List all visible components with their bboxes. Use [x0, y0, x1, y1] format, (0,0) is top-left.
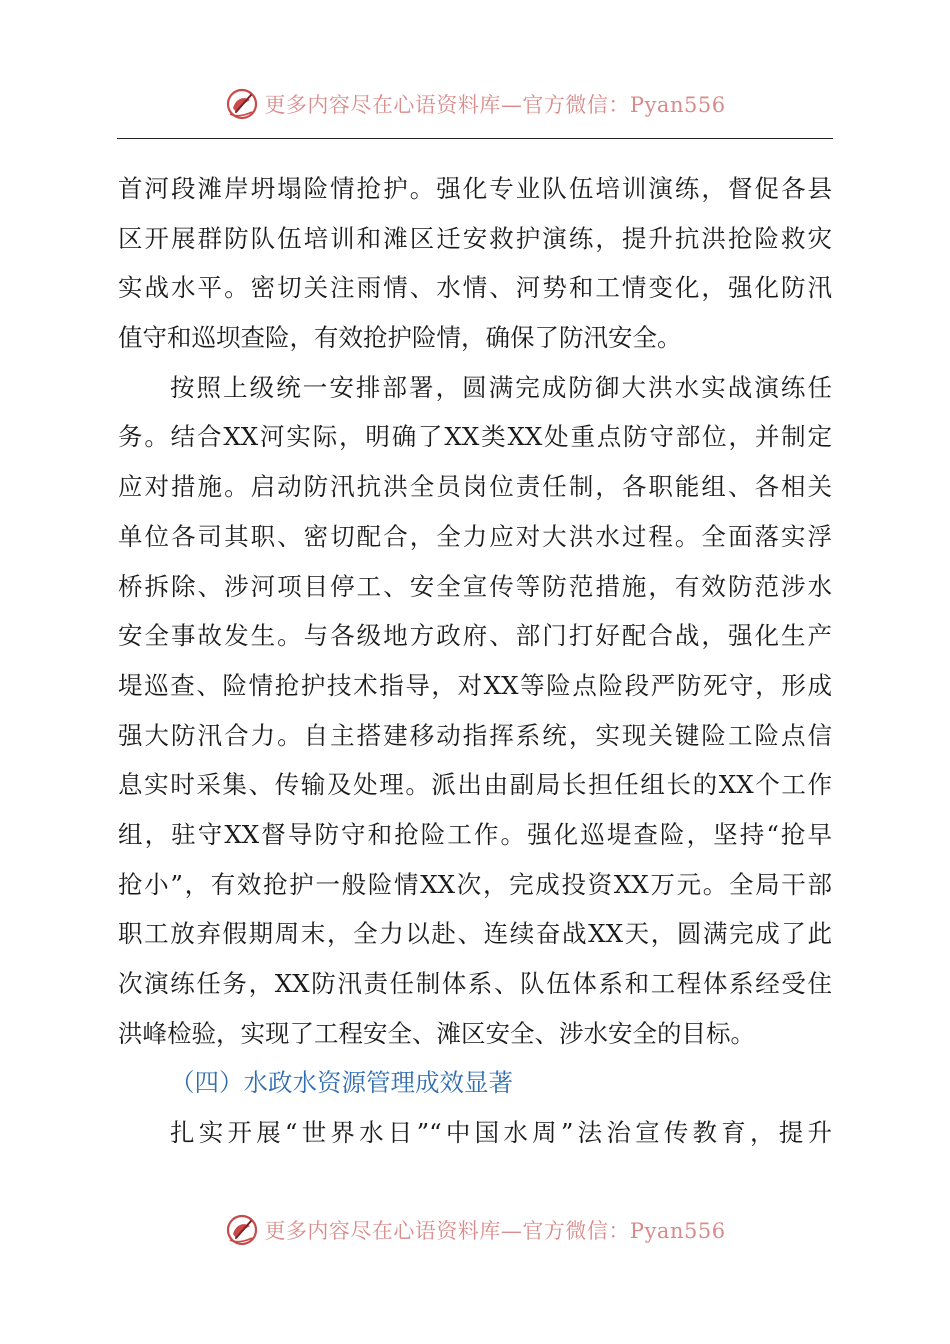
- text-line: 组，驻守XX督导防守和抢险工作。强化巡堤查险，坚持“抢早: [118, 819, 832, 849]
- text-line: 职工放弃假期周末，全力以赴、连续奋战XX天，圆满完成了此: [118, 919, 832, 949]
- footer-banner-text: 更多内容尽在心语资料库—官方微信：Pyan556: [264, 1219, 726, 1243]
- text-line: 息实时采集、传输及处理。派出由副局长担任组长的XX个工作: [118, 770, 832, 800]
- paragraph-2: [118, 363, 832, 1059]
- header-banner: [0, 82, 950, 126]
- text-line: 扎实开展“世界水日”“中国水周”法治宣传教育，提升: [170, 1118, 832, 1148]
- text-line: 首河段滩岸坍塌险情抢护。强化专业队伍培训演练，督促各县: [118, 174, 832, 203]
- text-line: 安全事故发生。与各级地方政府、部门打好配合战，强化生产: [118, 621, 832, 651]
- text-line: 实战水平。密切关注雨情、水情、河势和工情变化，强化防汛: [118, 273, 832, 303]
- text-line: 次演练任务，XX防汛责任制体系、队伍体系和工程体系经受住: [118, 969, 832, 998]
- text-line: 按照上级统一安排部署，圆满完成防御大洪水实战演练任: [170, 372, 832, 402]
- text-line: 务。结合XX河实际，明确了XX类XX处重点防守部位，并制定: [118, 422, 832, 452]
- pen-swirl-logo-icon: [224, 86, 260, 122]
- text-line: 应对措施。启动防汛抗洪全员岗位责任制，各职能组、各相关: [118, 472, 832, 502]
- text-line: 值守和巡坝查险，有效抢护险情，确保了防汛安全。: [118, 323, 682, 353]
- pen-swirl-logo-icon: [224, 1212, 260, 1248]
- section-heading: （四）水政水资源管理成效显著: [170, 1068, 513, 1098]
- text-line: 强大防汛合力。自主搭建移动指挥系统，实现关键险工险点信: [118, 720, 832, 750]
- paragraph-1: [118, 164, 832, 363]
- header-divider: [117, 138, 833, 139]
- text-line: 堤巡查、险情抢护技术指导，对XX等险点险段严防死守，形成: [118, 670, 832, 700]
- text-line: 桥拆除、涉河项目停工、安全宣传等防范措施，有效防范涉水: [118, 571, 832, 601]
- text-line: 洪峰检验，实现了工程安全、滩区安全、涉水安全的目标。: [118, 1018, 755, 1048]
- text-line: 区开展群防队伍培训和滩区迁安救护演练，提升抗洪抢险救灾: [118, 223, 832, 253]
- text-line: 单位各司其职、密切配合，全力应对大洪水过程。全面落实浮: [118, 521, 832, 551]
- text-line: 抢小”，有效抢护一般险情XX次，完成投资XX万元。全局干部: [118, 869, 832, 899]
- document-body: [118, 164, 832, 1158]
- header-banner-text: 更多内容尽在心语资料库—官方微信：Pyan556: [264, 93, 726, 117]
- footer-banner: [0, 1208, 950, 1252]
